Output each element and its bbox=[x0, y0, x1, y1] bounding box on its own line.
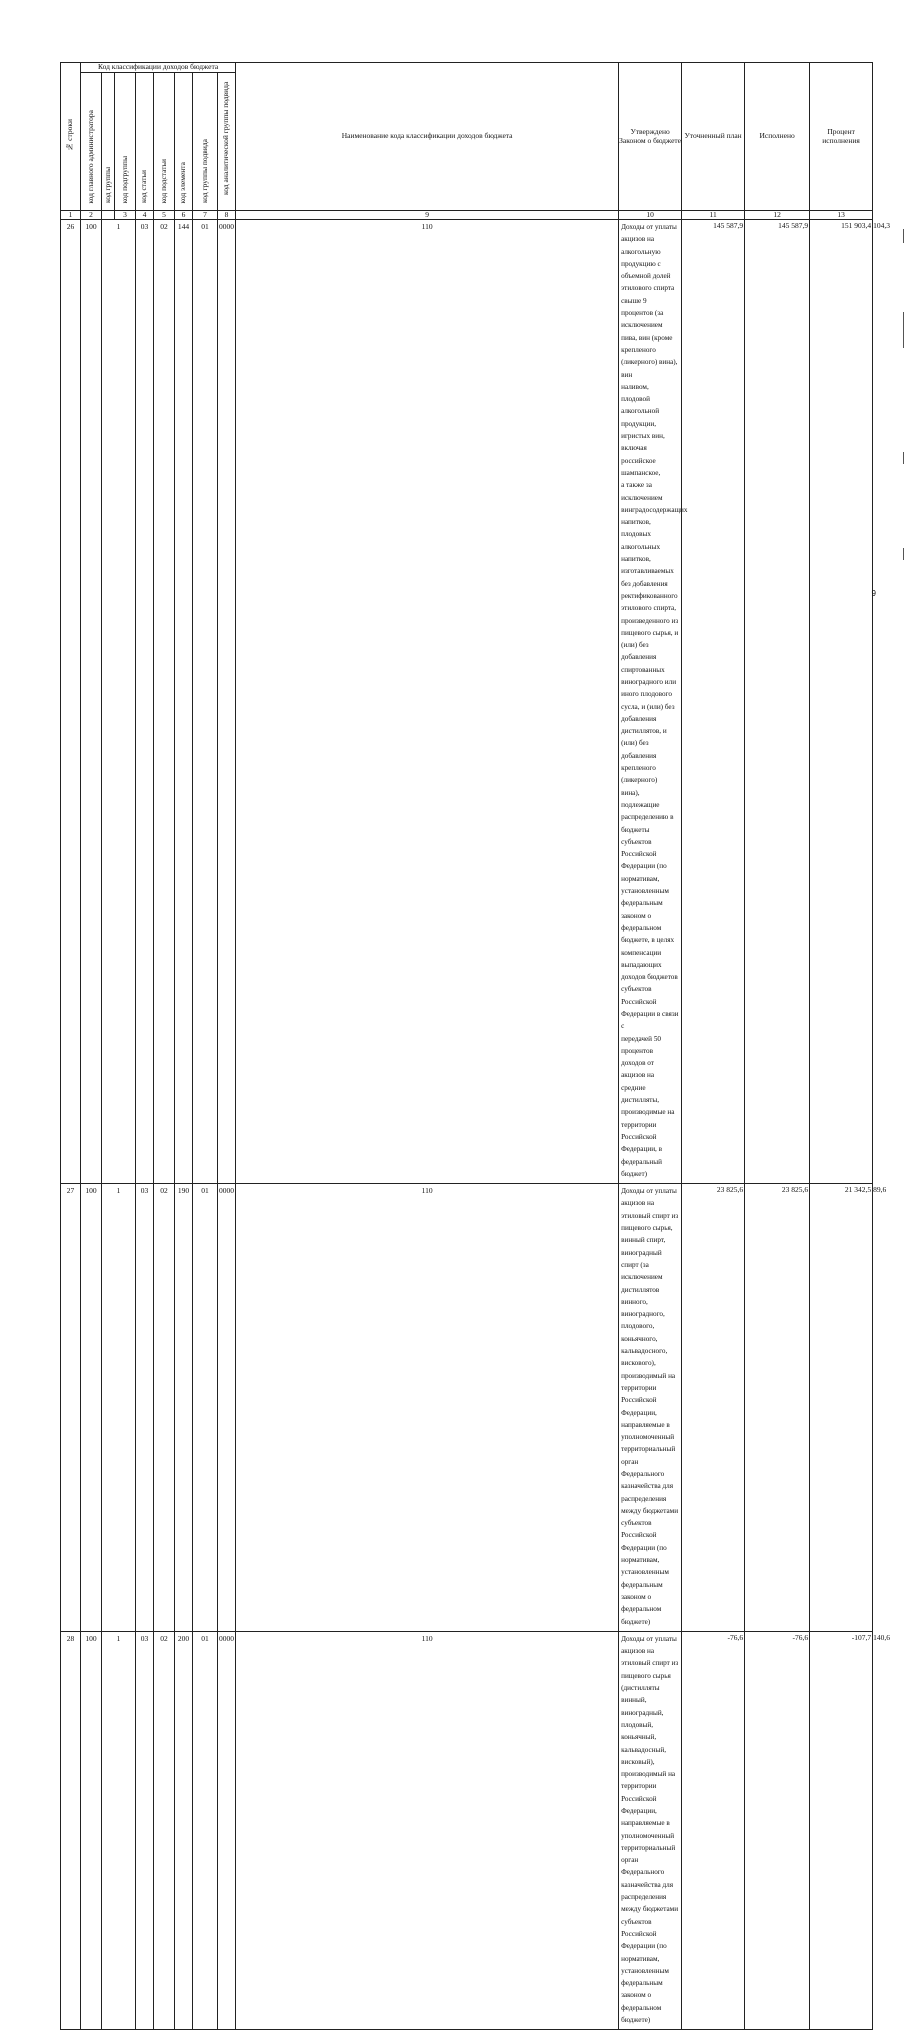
refined-value: 23 825,6 bbox=[745, 1184, 810, 1632]
colnum-8: 8 bbox=[218, 211, 236, 220]
element-code: 01 bbox=[193, 1184, 218, 1632]
header-row-no bbox=[61, 63, 81, 211]
description-line: пищевого сырья, и (или) без добавления спиртованных виноградного или иного плодового bbox=[621, 628, 679, 699]
description-line: изготавливаемых без добавления ректификованного этилового спирта, произведенного из bbox=[621, 567, 679, 625]
row-description bbox=[619, 1631, 682, 2030]
element-code: 01 bbox=[193, 220, 218, 1184]
row-number: 26 bbox=[61, 220, 81, 1184]
description-line: Федерации, направляемые в уполномоченный территориальный орган Федерального bbox=[621, 1408, 676, 1478]
budget-income-table bbox=[60, 62, 890, 2030]
description-line: Доходы от уплаты акцизов на этиловый спирт из пищевого сырья, винный спирт, bbox=[621, 1187, 679, 1245]
subgroup-code: 03 bbox=[136, 1184, 154, 1632]
description-line: виноградный, плодовый, коньячный, кальвадосный, висковый), производимый на территории bbox=[621, 1708, 676, 1791]
header-code-group: код группы bbox=[102, 73, 115, 211]
group-code: 1 bbox=[102, 1631, 136, 2030]
description-line: Доходы от уплаты акцизов на этиловый спирт из пищевого сырья (дистилляты винный, bbox=[621, 1634, 679, 1705]
description-line: Российской Федерации, направляемые в уполномоченный территориальный орган bbox=[621, 1794, 676, 1865]
description-line: Доходы от уплаты акцизов на алкогольную продукцию с объемной долей этилового спирта bbox=[621, 223, 677, 293]
colnum-11: 11 bbox=[682, 211, 745, 220]
description-line: коньячного, кальвадосного, вискового), производимый на территории Российской bbox=[621, 1334, 676, 1405]
colnum-10: 10 bbox=[619, 211, 682, 220]
description-line: нормативам, установленным федеральным законом о федеральном бюджете, в целях bbox=[621, 874, 675, 945]
admin-code: 100 bbox=[81, 1184, 102, 1632]
description-line: нормативам, установленным федеральным законом о федеральном бюджете) bbox=[621, 1556, 669, 1626]
colnum-1: 1 bbox=[61, 211, 81, 220]
row-description bbox=[619, 1184, 682, 1632]
page-number: 9 bbox=[871, 589, 876, 598]
element-code: 01 bbox=[193, 1631, 218, 2030]
description-line: сусла, и (или) без добавления дистиллятов, и (или) без добавления крепленого (ликерного) bbox=[621, 702, 675, 785]
group-code: 1 bbox=[102, 220, 136, 1184]
table-row: 27 100 1 03 02 190 01 0000 110 Доходы от уплаты акцизов на этиловый спирт из пищевого сырья, винный спирт, виноградный спирт (за исключением дистиллятов винного, виноградного, плодового, коньячного, кальвадосного, вискового), производимый на территории Российской Федерации, направляемые в уполномоченный территориальный орган Федерального казначейства для распределения между бюджетами субъектов Российской Федерации (по нормативам, установленным федеральным законом о федеральном бюджете) 23 825,6 23 825,6 21 342,5 89,6 bbox=[61, 1184, 873, 1632]
colnum-7: 7 bbox=[193, 211, 218, 220]
approved-value: -76,6 bbox=[682, 1631, 745, 2030]
subtype-group-code: 0000 bbox=[218, 1631, 236, 2030]
description-line: а также за исключением винградосодержащих напитков, плодовых алкогольных напитков, bbox=[621, 481, 688, 564]
description-line: передачей 50 процентов доходов от акцизов на средние дистилляты, производимые на bbox=[621, 1034, 675, 1117]
refined-value: 145 587,9 bbox=[745, 220, 810, 1184]
header-percent: Процент исполнения bbox=[810, 63, 873, 211]
header-code-analytic-group: код аналитической группы подвида bbox=[218, 73, 236, 211]
subarticle-code: 200 bbox=[175, 1631, 193, 2030]
colnum-6: 6 bbox=[175, 211, 193, 220]
colnum-3: 3 bbox=[115, 211, 136, 220]
row-number: 27 bbox=[61, 1184, 81, 1632]
subtype-group-code: 0000 bbox=[218, 220, 236, 1184]
subgroup-code: 03 bbox=[136, 1631, 154, 2030]
group-code: 1 bbox=[102, 1184, 136, 1632]
admin-code: 100 bbox=[81, 1631, 102, 2030]
table-row: 26 100 1 03 02 144 01 0000 110 Доходы от уплаты акцизов на алкогольную продукцию с объемной долей этилового спирта свыше 9 процентов (за исключением пива, вин (кроме крепленого (ликерного) вина), вин наливом, плодовой алкогольной продукции, игристых вин, включая российское шампанское, а также за исключением винградосодержащих напитков, плодовых алкогольных напитков, изготавливаемых без добавления ректификованного этилового спирта, произведенного из пищевого сырья, и (или) без добавления спиртованных виноградного или иного плодового сусла, и (или) без добавления дистиллятов, и (или) без добавления крепленого (ликерного) вина), подлежащие распределению в бюджеты субъектов Российской Федерации (по нормативам, установленным федеральным законом о федеральном бюджете, в целях компенсации выпадающих доходов бюджетов субъектов Российской Федерации в связи с передачей 50 процентов доходов от акцизов на средние дистилляты, производимые на территории Российской Федерации, в федеральный бюджет) 145 587,9 145 587,9 151 903,4 104,3 bbox=[61, 220, 873, 1184]
description-line: свыше 9 процентов (за исключением пива, вин (кроме крепленого (ликерного) вина), вин bbox=[621, 296, 678, 379]
colnum-2: 2 bbox=[81, 211, 102, 220]
row-description bbox=[619, 220, 688, 1184]
colnum-5: 5 bbox=[154, 211, 175, 220]
header-code-article: код статьи bbox=[136, 73, 154, 211]
approved-value: 23 825,6 bbox=[682, 1184, 745, 1632]
description-line: казначейства для распределения между бюджетами субъектов Российской Федерации (по bbox=[621, 1482, 679, 1552]
table-row: 28 100 1 03 02 200 01 0000 110 Доходы от уплаты акцизов на этиловый спирт из пищевого сырья (дистилляты винный, виноградный, плодовый, коньячный, кальвадосный, висковый), производимый на территории Российской Федерации, направляемые в уполномоченный территориальный орган Федерального казначейства для распределения между бюджетами субъектов Российской Федерации (по нормативам, установленным федеральным законом о федеральном бюджете) -76,6 -76,6 -107,7 140,6 bbox=[61, 1631, 873, 2030]
subarticle-code: 190 bbox=[175, 1184, 193, 1632]
header-code-subtype-group: код группы подвида bbox=[193, 73, 218, 211]
article-code: 02 bbox=[154, 220, 175, 1184]
colnum-4: 4 bbox=[136, 211, 154, 220]
header-row-group bbox=[61, 63, 873, 73]
colnum-12: 12 bbox=[745, 211, 810, 220]
header-name: Наименование кода классификации доходов бюджета bbox=[236, 63, 619, 211]
header-approved: Утверждено Законом о бюджете bbox=[619, 63, 682, 211]
description-line: виноградный спирт (за исключением дистиллятов винного, виноградного, плодового, bbox=[621, 1248, 665, 1331]
refined-value: -76,6 bbox=[745, 1631, 810, 2030]
row-number: 28 bbox=[61, 1631, 81, 2030]
analytic-group-code: 110 bbox=[236, 1184, 619, 1632]
header-code-element: код элемента bbox=[175, 73, 193, 211]
header-refined: Уточненный план bbox=[682, 63, 745, 211]
header-executed: Исполнено bbox=[745, 63, 810, 211]
subarticle-code: 144 bbox=[175, 220, 193, 1184]
colnum-9: 9 bbox=[236, 211, 619, 220]
description-line: вина), подлежащие распределению в бюджеты субъектов Российской Федерации (по bbox=[621, 788, 674, 871]
approved-value: 145 587,9 bbox=[682, 220, 745, 1184]
header-code-subarticle: код подстатьи bbox=[154, 73, 175, 211]
description-line: наливом, плодовой алкогольной продукции, игристых вин, включая российское шампанское, bbox=[621, 382, 665, 477]
colnum-13: 13 bbox=[810, 211, 873, 220]
admin-code: 100 bbox=[81, 220, 102, 1184]
description-line: компенсации выпадающих доходов бюджетов субъектов Российской Федерации в связи с bbox=[621, 948, 679, 1031]
table-body bbox=[61, 220, 890, 2030]
budget-income-table-page bbox=[60, 62, 890, 2030]
analytic-group-code: 110 bbox=[236, 220, 619, 1184]
executed-value: 21 342,5 bbox=[810, 1184, 873, 1632]
subgroup-code: 03 bbox=[136, 220, 154, 1184]
article-code: 02 bbox=[154, 1631, 175, 2030]
header-group-title: Код классификации доходов бюджета bbox=[81, 63, 236, 73]
column-numbers-row bbox=[61, 211, 873, 220]
analytic-group-code: 110 bbox=[236, 1631, 619, 2030]
description-line: территории Российской Федерации, в федеральный бюджет) bbox=[621, 1120, 663, 1178]
header-code-subgroup: код подгруппы bbox=[115, 73, 136, 211]
executed-value: -107,7 bbox=[810, 1631, 873, 2030]
header-row-no-label: № строки bbox=[65, 118, 75, 152]
header-code-admin: код главного администратора bbox=[81, 73, 102, 211]
subtype-group-code: 0000 bbox=[218, 1184, 236, 1632]
description-line: Федерального казначейства для распределения между бюджетами субъектов Российской bbox=[621, 1868, 679, 1938]
executed-value: 151 903,4 bbox=[810, 220, 873, 1184]
article-code: 02 bbox=[154, 1184, 175, 1632]
colnum-2b bbox=[102, 211, 115, 220]
description-line: Федерации (по нормативам, установленным федеральным законом о федеральном бюджете) bbox=[621, 1942, 669, 2025]
